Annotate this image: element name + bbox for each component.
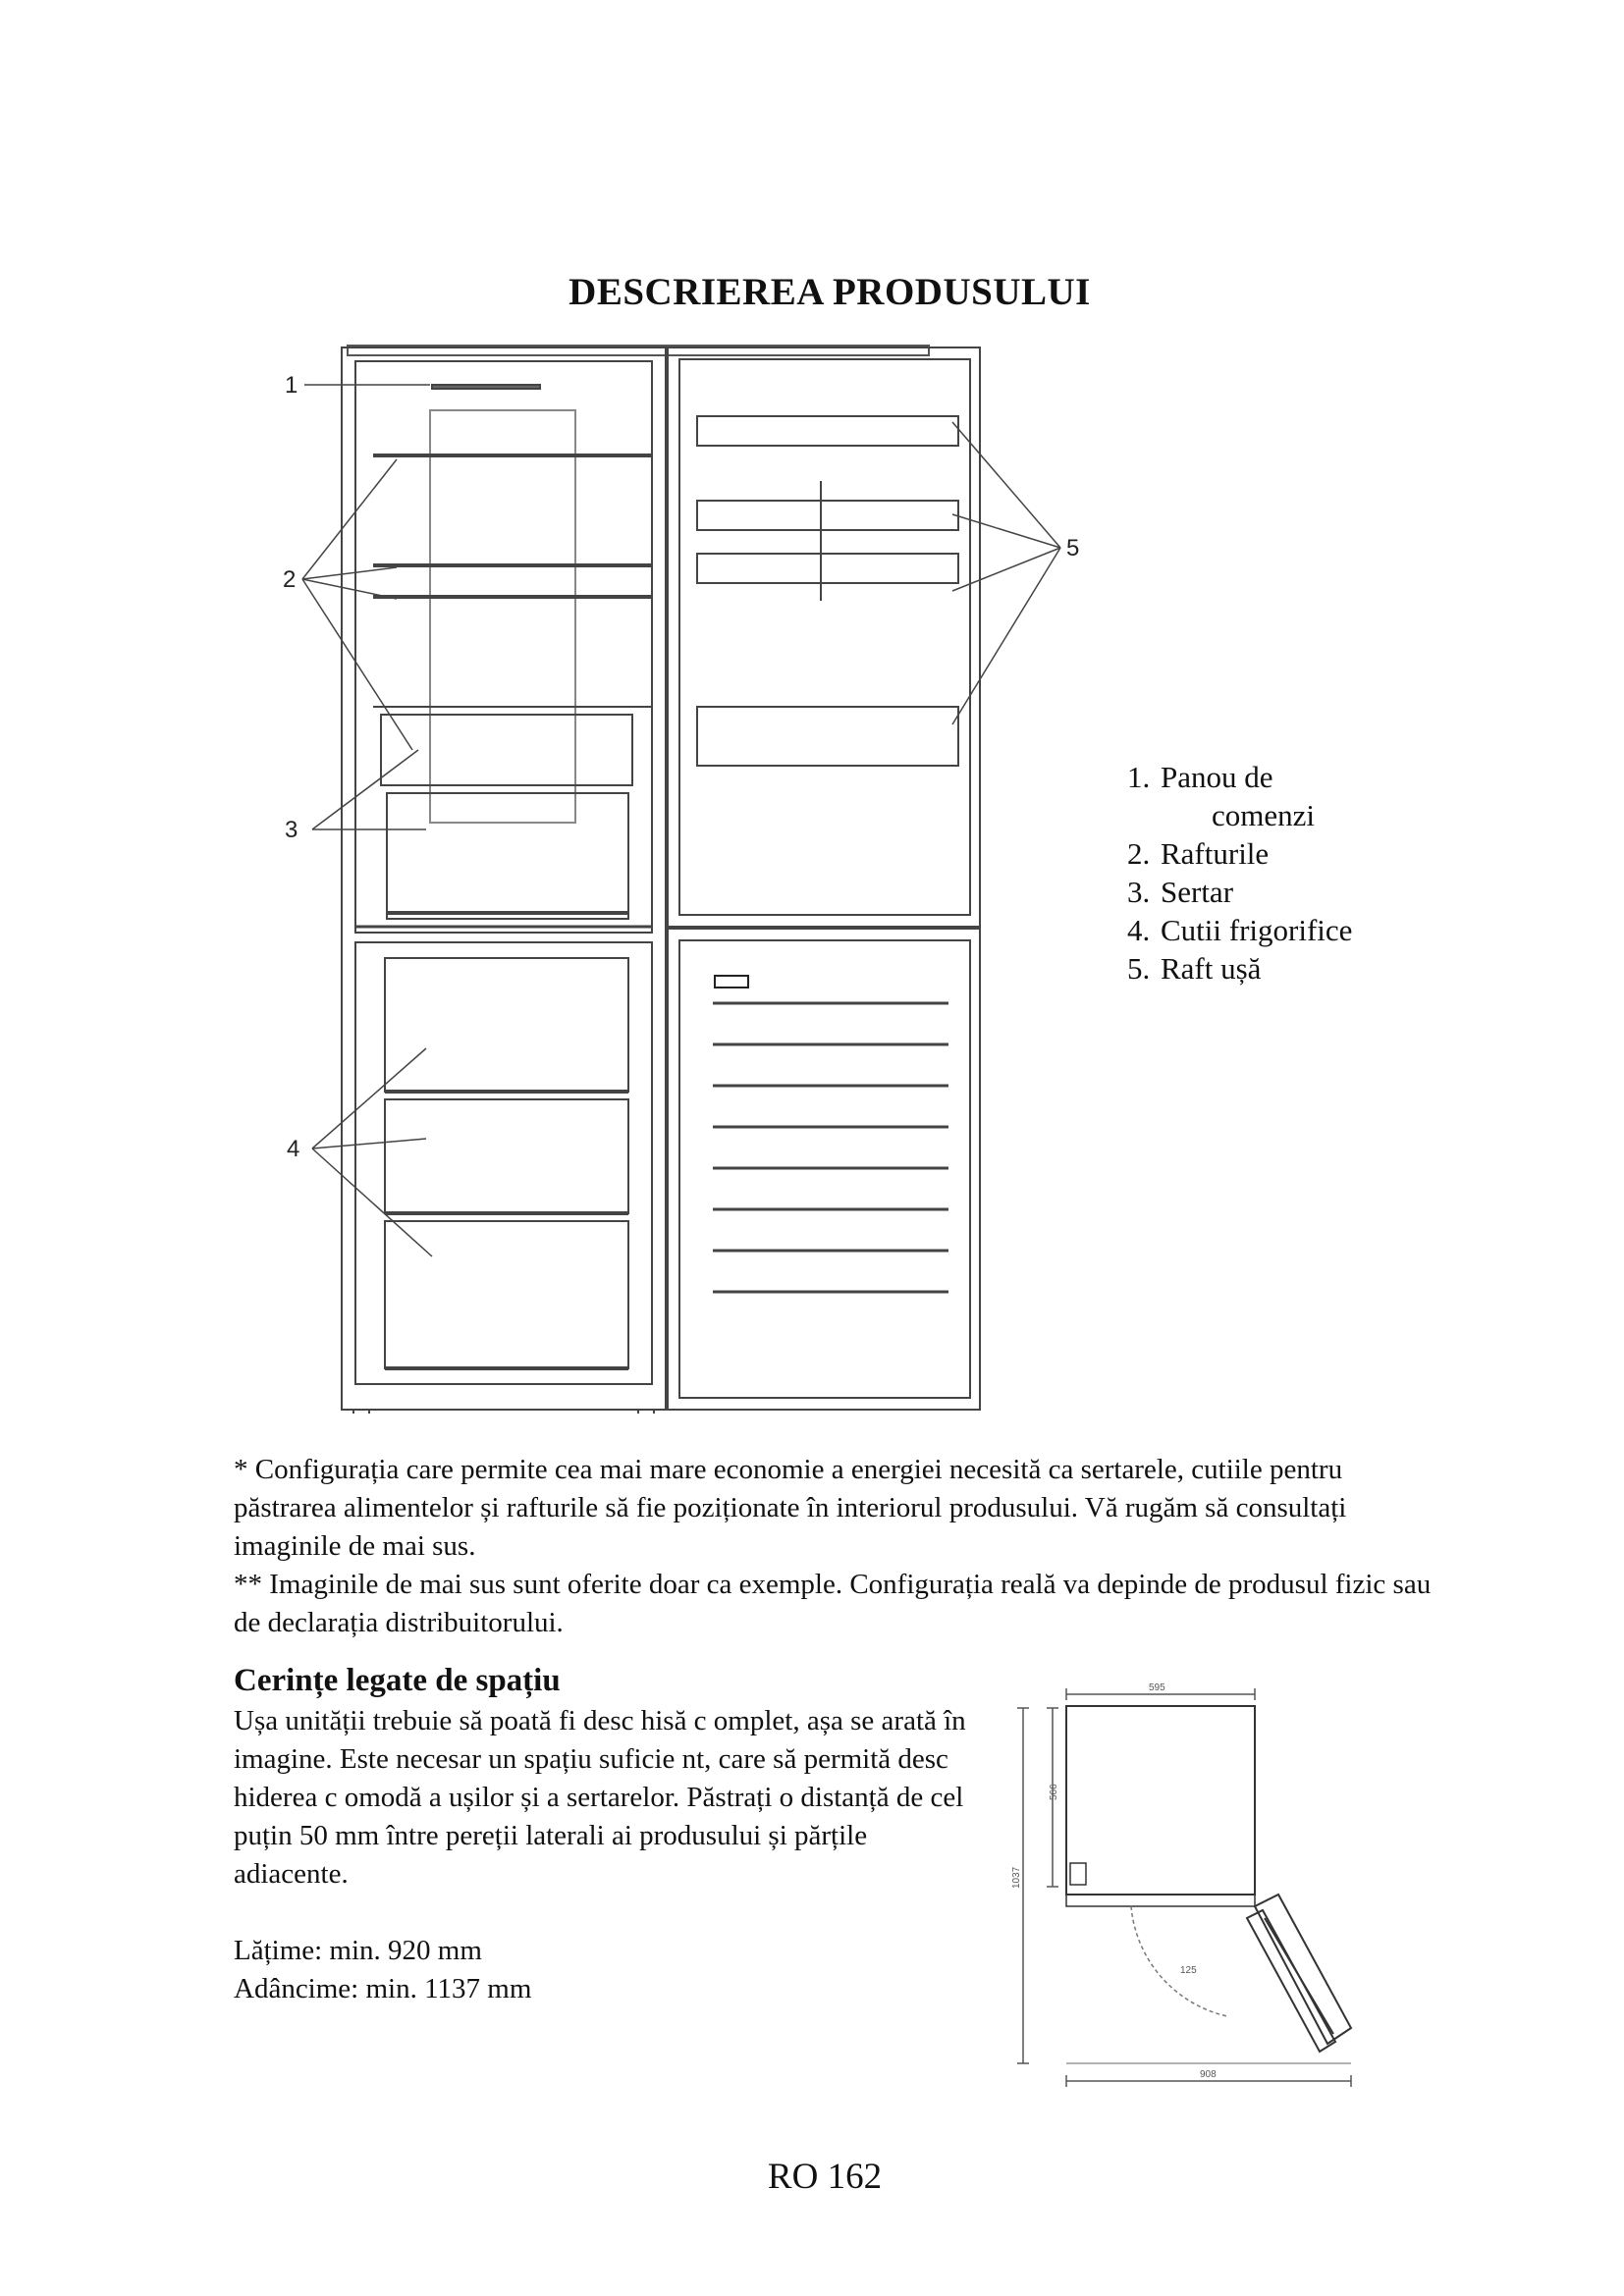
legend-item-continuation: comenzi	[1212, 798, 1316, 832]
callout-2: 2	[283, 566, 297, 593]
door-shelves	[697, 416, 958, 766]
fridge-diagram	[265, 334, 1110, 1414]
legend-item: 5. Raft ușă	[1127, 951, 1262, 986]
open-door	[1247, 1895, 1351, 2052]
cabinet-body	[342, 347, 666, 1410]
legend-list	[1127, 758, 1352, 988]
min-depth: Adâncime: min. 1137 mm	[234, 1973, 532, 2004]
min-width: Lățime: min. 920 mm	[234, 1935, 482, 1966]
freezer-door-ribs	[713, 1003, 948, 1292]
space-clearance-diagram	[1011, 1679, 1404, 2091]
dim-total-width-label: 908	[1200, 2069, 1217, 2080]
dim-total-depth-label: 1037	[1011, 1866, 1022, 1889]
fridge-top-view	[1066, 1706, 1255, 1895]
dim-width-label: 595	[1149, 1682, 1165, 1693]
callout-3: 3	[285, 817, 298, 843]
legend-item: 3. Sertar	[1127, 875, 1234, 909]
notes	[234, 1451, 1432, 1642]
note-configuration: * Configurația care permite cea mai mare economie a energiei necesită ca sertarele, cutiile pentru păstrarea alimentelor și rafturile să fie poziționate în interiorul produsului. Vă rugăm să consultați imaginile de mai sus.	[234, 1454, 1347, 1562]
page-title: DESCRIEREA PRODUSULUI	[568, 271, 1091, 313]
freezer-boxes	[385, 958, 628, 1368]
space-requirements-text: Ușa unității trebuie să poată fi desc hisă c omplet, așa se arată în imagine. Este necesar un spațiu suficie nt, care să permită desc hiderea c omodă a ușilor și a sertarelor. Păstrați o distanță de cel puțin 50 mm între pereții laterali ai produsului și părțile adiacente.	[234, 1705, 966, 1890]
dim-depth-label: 566	[1049, 1784, 1059, 1800]
page-number: RO 162	[767, 2157, 883, 2197]
legend-item: 1. Panou de	[1127, 760, 1273, 794]
legend-item: 4. Cutii frigorifice	[1127, 913, 1353, 947]
space-requirements-heading: Cerințe legate de spațiu	[234, 1663, 561, 1698]
callout-1: 1	[285, 372, 298, 399]
legend-item: 2. Rafturile	[1127, 836, 1270, 871]
callout-5: 5	[1066, 535, 1080, 561]
callout-4: 4	[287, 1136, 300, 1162]
control-panel	[432, 385, 540, 389]
fridge-door	[668, 347, 980, 927]
dim-angle-label: 125	[1180, 1965, 1197, 1976]
shelves	[373, 455, 652, 707]
dimensions	[234, 1932, 531, 2008]
note-images: ** Imaginile de mai sus sunt oferite doar ca exemple. Configurația reală va depinde de produsul fizic sau de declarația distribuitorului.	[234, 1569, 1432, 1638]
drawer	[381, 715, 632, 919]
